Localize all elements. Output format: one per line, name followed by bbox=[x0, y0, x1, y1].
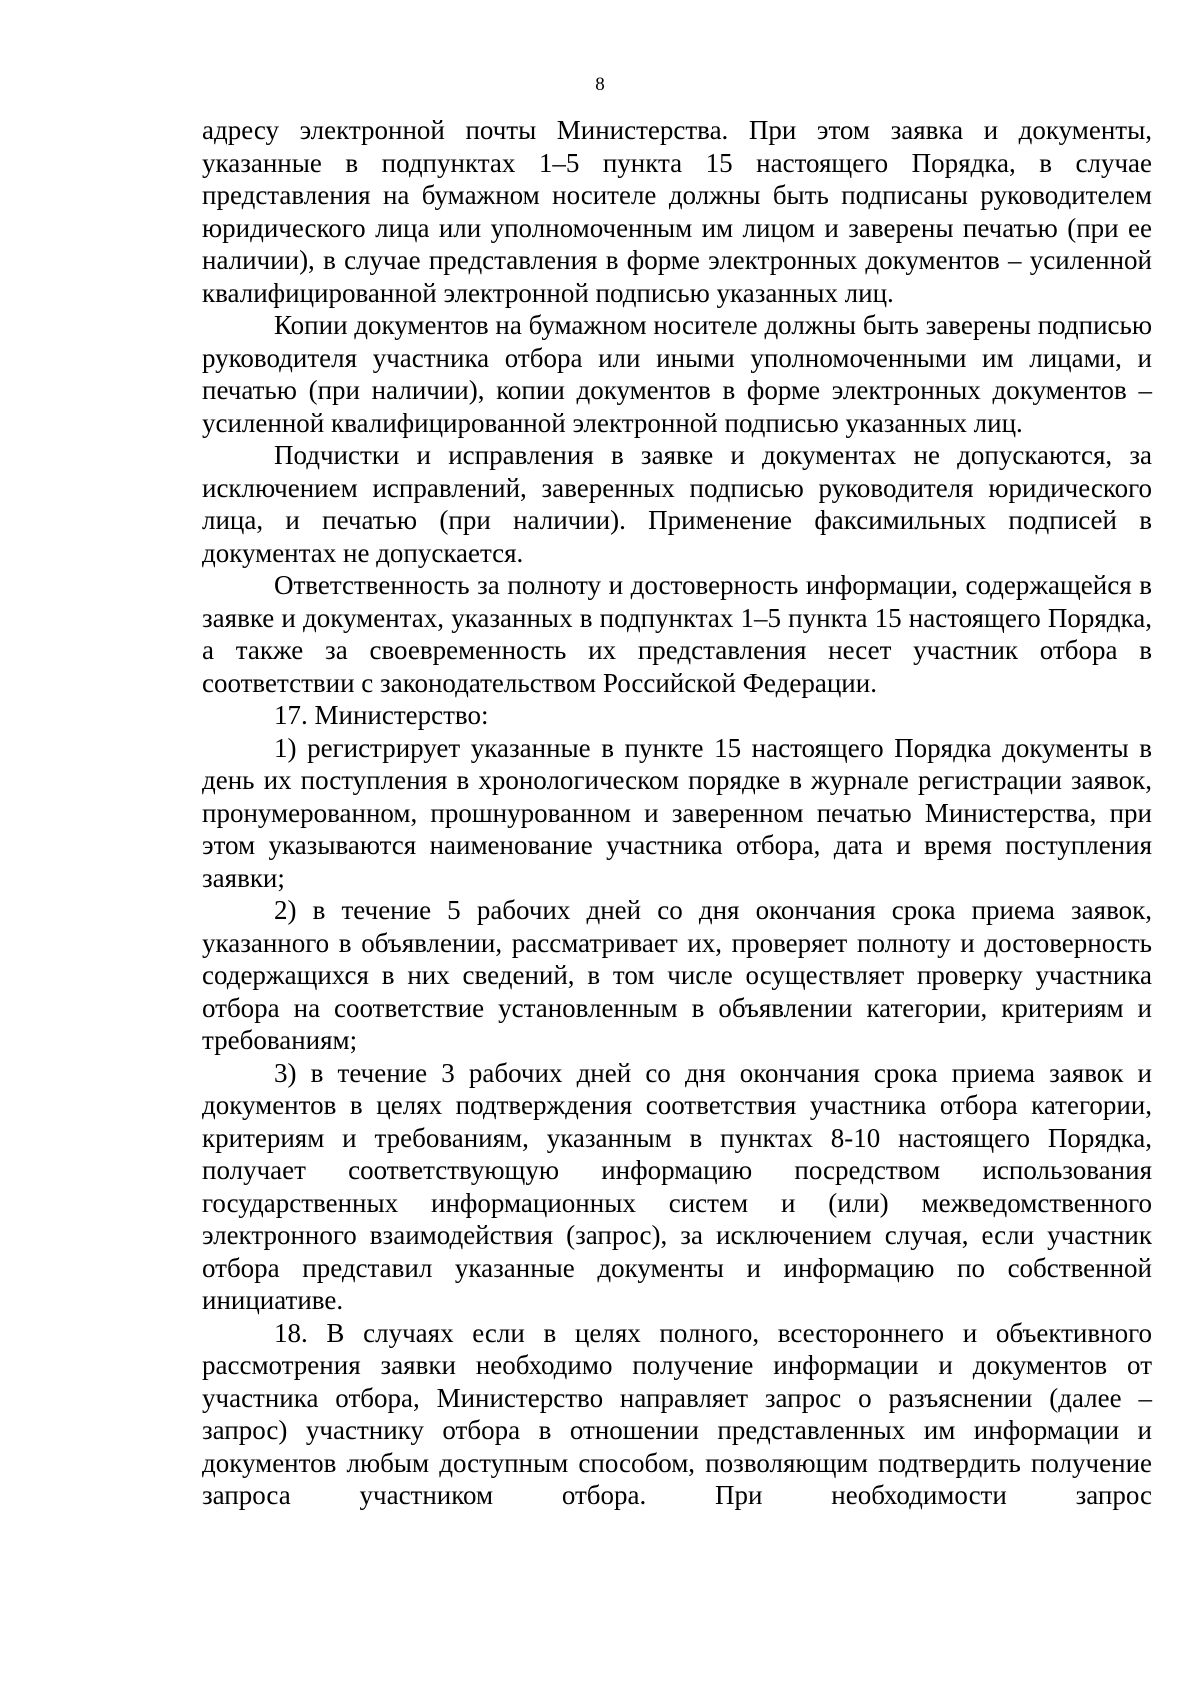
page-number: 8 bbox=[595, 74, 605, 95]
paragraph-email-submission: адресу электронной почты Министерства. При этом заявка и документы, указанные в подпунктах 1–5 пункта 15 настоящего Порядка, в случае представления на бумажном носителе должны быть подписаны руководителем юридического лица или уполномоченным им лицом и заверены печатью (при ее наличии), в случае представления в форме электронных документов – усиленной квалифицированной электронной подписью указанных лиц. bbox=[202, 115, 1152, 308]
paragraph-item-17-1: 1) регистрирует указанные в пункте 15 настоящего Порядка документы в день их поступления в хронологическом порядке в журнале регистрации заявок, пронумерованном, прошнурованном и заверенном печатью Министерства, при этом указываются наименование участника отбора, дата и время поступления заявки; bbox=[202, 732, 1152, 893]
document-body bbox=[202, 114, 1152, 1512]
paragraph-document-copies: Копии документов на бумажном носителе должны быть заверены подписью руководителя участника отбора или иными уполномоченными им лицами, и печатью (при наличии), копии документов в форме электронных документов – усиленной квалифицированной электронной подписью указанных лиц. bbox=[202, 310, 1152, 438]
paragraph-item-18: 18. В случаях если в целях полного, всестороннего и объективного рассмотрения заявки необходимо получение информации и документов от участника отбора, Министерство направляет запрос о разъяснении (далее – запрос) участнику отбора в отношении представленных им информации и документов любым доступным способом, позволяющим подтвердить получение запроса участником отбора. При необходимости запрос bbox=[202, 1317, 1152, 1510]
paragraph-item-17-3: 3) в течение 3 рабочих дней со дня окончания срока приема заявок и документов в целях подтверждения соответствия участника отбора категории, критериям и требованиям, указанным в пунктах 8-10 настоящего Порядка, получает соответствующую информацию посредством использования государственных информационных систем и (или) межведомственного электронного взаимодействия (запрос), за исключением случая, если участник отбора представил указанные документы и информацию по собственной инициативе. bbox=[202, 1057, 1152, 1315]
paragraph-item-17-2: 2) в течение 5 рабочих дней со дня окончания срока приема заявок, указанного в объявлении, рассматривает их, проверяет полноту и достоверность содержащихся в них сведений, в том числе осуществляет проверку участника отбора на соответствие установленным в объявлении категории, критериям и требованиям; bbox=[202, 895, 1152, 1055]
paragraph-responsibility: Ответственность за полноту и достоверность информации, содержащейся в заявке и документах, указанных в подпунктах 1–5 пункта 15 настоящего Порядка, а также за своевременность их представления несет участник отбора в соответствии с законодательством Российской Федерации. bbox=[202, 570, 1152, 698]
paragraph-corrections: Подчистки и исправления в заявке и документах не допускаются, за исключением исправлений, заверенных подписью руководителя юридического лица, и печатью (при наличии). Применение факсимильных подписей в документах не допускается. bbox=[202, 440, 1152, 568]
paragraph-item-17-heading: 17. Министерство: bbox=[274, 700, 489, 730]
